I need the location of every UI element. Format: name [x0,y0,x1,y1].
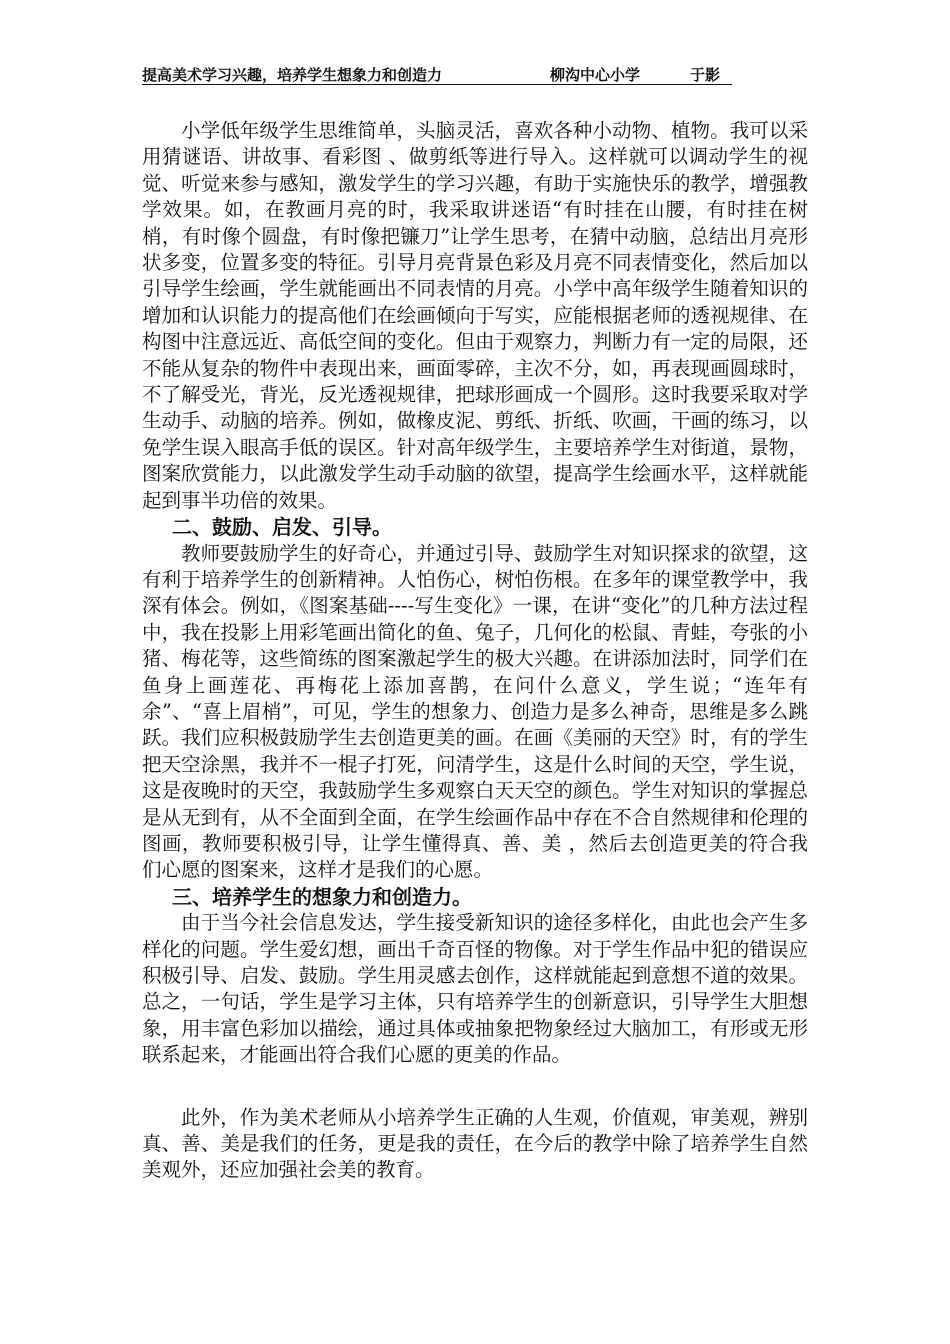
header-author: 于影 [690,66,721,84]
paragraph-3: 由于当今社会信息发达，学生接受新知识的途径多样化，由此也会产生多样化的问题。学生爱幻想，画出千奇百怪的物像。对于学生作品中犯的错误应积极引导、启发、鼓励。学生用灵感去创作，这样就能起到意想不道的效果。总之，一句话，学生是学习主体，只有培养学生的创新意识，引导学生大胆想象，用丰富色彩加以描绘，通过具体或抽象把物象经过大脑加工，有形或无形联系起来，才能画出符合我们心愿的更美的作品。 [142,911,808,1067]
paragraph-1: 小学低年级学生思维简单，头脑灵活，喜欢各种小动物、植物。我可以采用猜谜语、讲故事、看彩图 、做剪纸等进行导入。这样就可以调动学生的视觉、听觉来参与感知，激发学生的学习兴趣，有助于实施快乐的教学，增强教学效果。如，在教画月亮的时，我采取讲迷语“有时挂在山腰，有时挂在树梢，有时像个圆盘，有时像把镰刀”让学生思考，在猜中动脑，总结出月亮形状多变，位置多变的特征。引导月亮背景色彩及月亮不同表情变化，然后加以引导学生绘画，学生就能画出不同表情的月亮。小学中高年级学生随着知识的增加和认识能力的提高他们在绘画倾向于写实，应能根据老师的透视规律、在构图中注意远近、高低空间的变化。但由于观察力，判断力有一定的局限，还不能从复杂的物件中表现出来，画面零碎，主次不分，如，再表现画圆球时，不了解受光，背光，反光透视规律，把球形画成一个圆形。这时我要采取对学生动手、动脑的培养。例如，做橡皮泥、剪纸、折纸、吹画，干画的练习，以免学生误入眼高手低的误区。针对高年级学生，主要培养学生对街道，景物，图案欣赏能力，以此激发学生动手动脑的欲望，提高学生绘画水平，这样就能起到事半功倍的效果。 [142,119,808,512]
page-header [142,64,732,92]
header-underline [142,84,732,85]
paragraph-2: 教师要鼓励学生的好奇心，并通过引导、鼓励学生对知识探求的欲望，这有利于培养学生的创新精神。人怕伤心，树怕伤根。在多年的课堂教学中，我深有体会。例如，《图案基础----写生变化》一课，在讲“变化”的几种方法过程中，我在投影上用彩笔画出简化的鱼、兔子，几何化的松鼠、青蛙，夸张的小猪、梅花等，这些简练的图案激起学生的极大兴趣。在讲添加法时，同学们在鱼身上画莲花、再梅花上添加喜鹊，在问什么意义，学生说；“连年有余”、“喜上眉梢”，可见，学生的想象力、创造力是多么神奇，思维是多么跳跃。我们应积极鼓励学生去创造更美的画。在画《美丽的天空》时，有的学生把天空涂黑，我并不一棍子打死，问清学生，这是什么时间的天空，学生说，这是夜晚时的天空，我鼓励学生多观察白天天空的颜色。学生对知识的掌握总是从无到有，从不全面到全面，在学生绘画作品中存在不合自然规律和伦理的图画，教师要积极引导，让学生懂得真、善、美 ，然后去创造更美的符合我们心愿的图案来，这样才是我们的心愿。 [142,541,808,882]
paragraph-spacer [142,1069,808,1105]
header-title: 提高美术学习兴趣，培养学生想象力和创造力 [142,66,443,84]
section-heading-2: 二、鼓励、启发、引导。 [172,515,392,540]
paragraph-4: 此外，作为美术老师从小培养学生正确的人生观，价值观，审美观，辨别真、善、美是我们的任务，更是我的责任，在今后的教学中除了培养学生自然美观外，还应加强社会美的教育。 [142,1105,808,1182]
section-heading-3: 三、培养学生的想象力和创造力。 [172,884,472,909]
header-school: 柳沟中心小学 [550,66,641,84]
document-body [142,118,808,1184]
